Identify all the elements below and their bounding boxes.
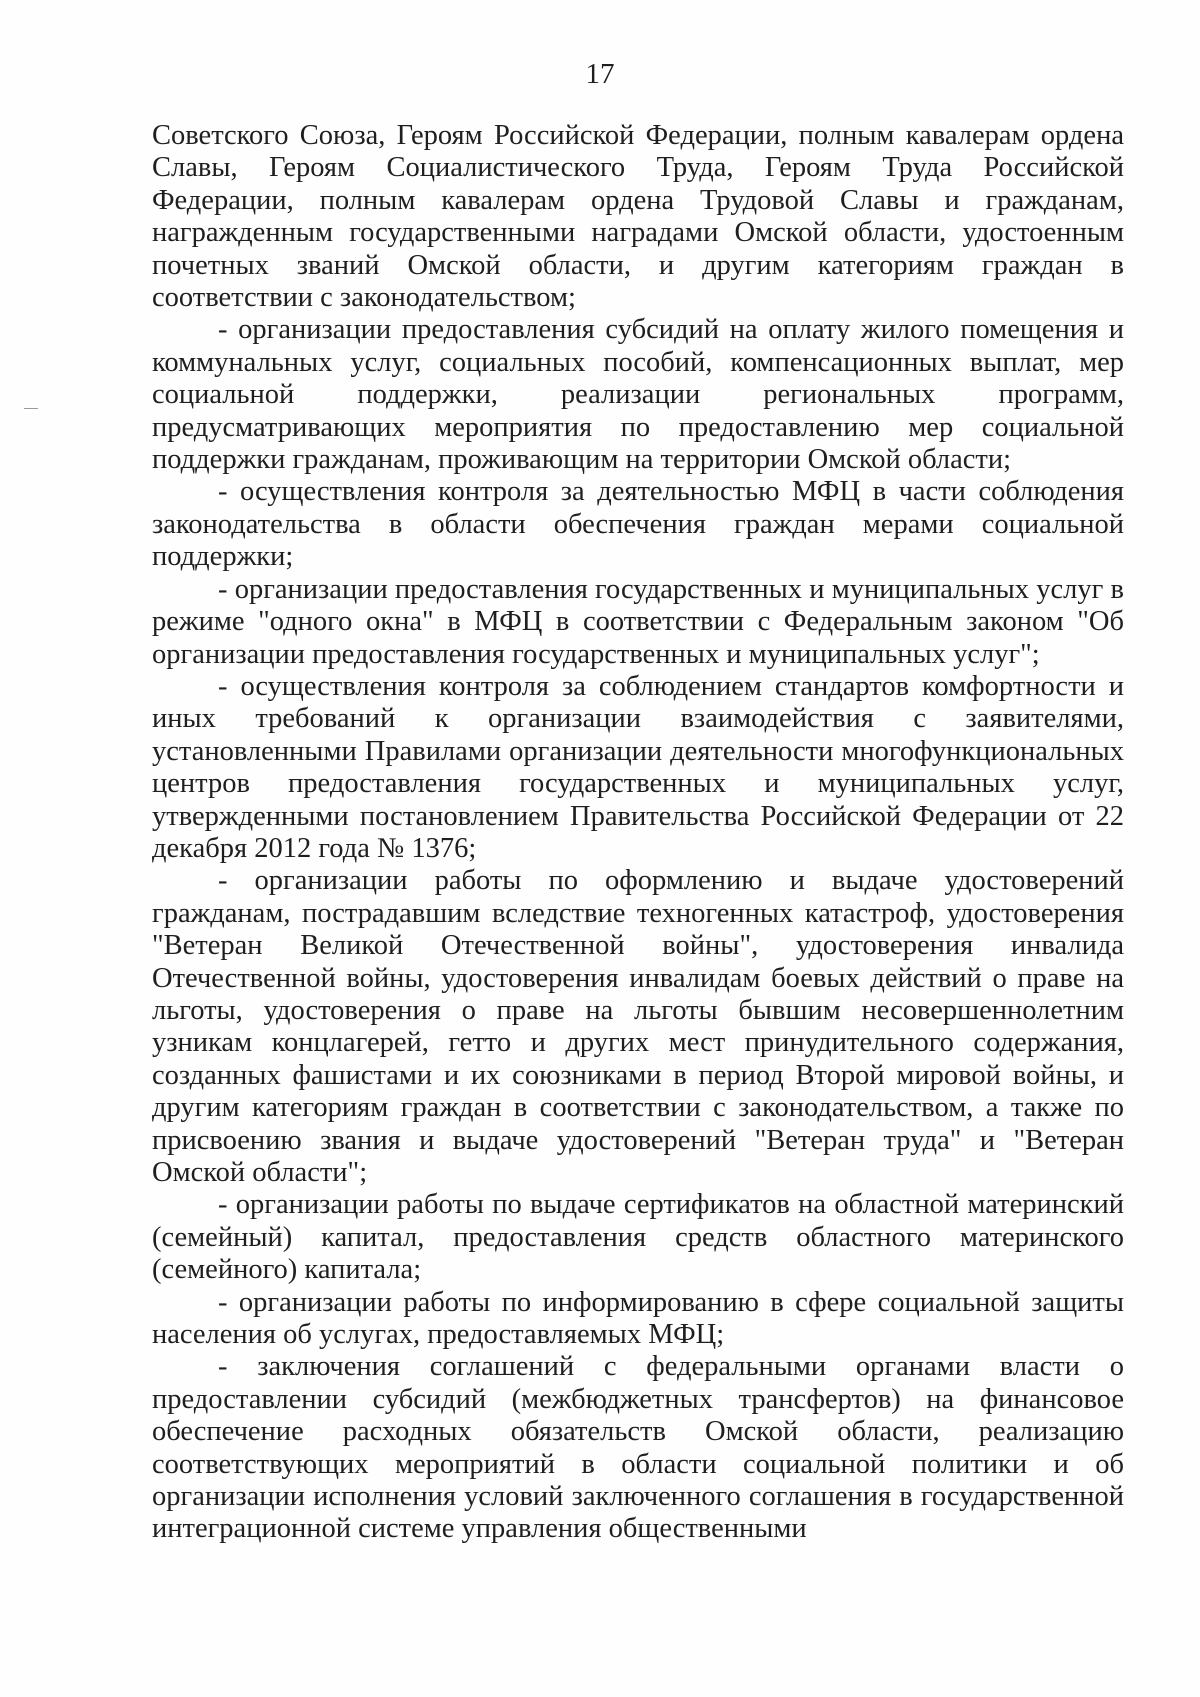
paragraph-mfc-control: - осуществления контроля за деятельностью МФЦ в части соблюдения законодательства в области обеспечения граждан мерами социальной поддержки; xyxy=(152,476,1124,573)
paragraph-continuation: Советского Союза, Героям Российской Федерации, полным кавалерам ордена Славы, Героям Социалистического Труда, Героям Труда Российской Федерации, полным кавалерам ордена Трудовой Славы и гражданам, награжденным государственными наградами Омской области, удостоенным почетных званий Омской области, и другим категориям граждан в соответствии с законодательством; xyxy=(152,120,1124,314)
page-number: 17 xyxy=(585,58,615,90)
paragraph-one-window: - организации предоставления государственных и муниципальных услуг в режиме "одного окна" в МФЦ в соответствии с Федеральным законом "Об организации предоставления государственных и муниципальных услуг"; xyxy=(152,573,1124,670)
scan-artifact-mark xyxy=(24,408,38,409)
paragraph-informing: - организации работы по информированию в сфере социальной защиты населения об услугах, предоставляемых МФЦ; xyxy=(152,1286,1124,1351)
paragraph-maternity-capital: - организации работы по выдаче сертификатов на областной материнский (семейный) капитал, предоставления средств областного материнского (семейного) капитала; xyxy=(152,1189,1124,1286)
paragraph-subsidies: - организации предоставления субсидий на оплату жилого помещения и коммунальных услуг, социальных пособий, компенсационных выплат, мер социальной поддержки, реализации региональных программ, предусматривающих мероприятия по предоставлению мер социальной поддержки гражданам, проживающим на территории Омской области; xyxy=(152,314,1124,476)
paragraph-comfort-standards: - осуществления контроля за соблюдением стандартов комфортности и иных требований к организации взаимодействия с заявителями, установленными Правилами организации деятельности многофункциональных центров предоставления государственных и муниципальных услуг, утвержденными постановлением Правительства Российской Федерации от 22 декабря 2012 года № 1376; xyxy=(152,670,1124,864)
paragraph-agreements: - заключения соглашений с федеральными органами власти о предоставлении субсидий (межбюджетных трансфертов) на финансовое обеспечение расходных обязательств Омской области, реализацию соответствующих мероприятий в области социальной политики и об организации исполнения условий заключенного соглашения в государственной интеграционной системе управления общественными xyxy=(152,1351,1124,1545)
paragraph-certificates: - организации работы по оформлению и выдаче удостоверений гражданам, пострадавшим вследствие техногенных катастроф, удостоверения "Ветеран Великой Отечественной войны", удостоверения инвалида Отечественной войны, удостоверения инвалидам боевых действий о праве на льготы, удостоверения о праве на льготы бывшим несовершеннолетним узникам концлагерей, гетто и других мест принудительного содержания, созданных фашистами и их союзниками в период Второй мировой войны, и другим категориям граждан в соответствии с законодательством, а также по присвоению звания и выдаче удостоверений "Ветеран труда" и "Ветеран Омской области"; xyxy=(152,865,1124,1188)
document-body xyxy=(152,120,1124,1546)
